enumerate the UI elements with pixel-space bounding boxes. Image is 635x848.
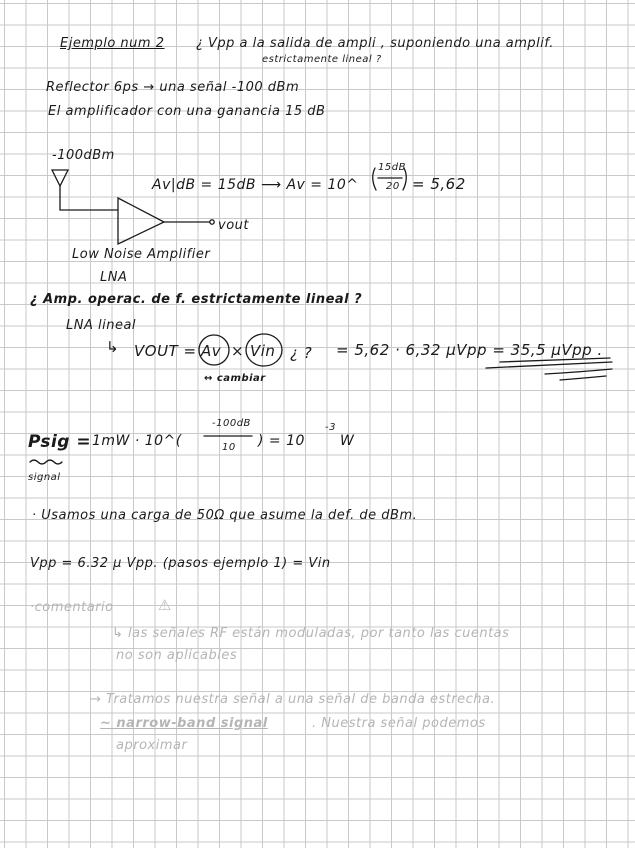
comment-line-4-underlined: ~ narrow-band signal bbox=[100, 716, 268, 731]
vout-label: VOUT = bbox=[134, 342, 197, 360]
question-suffix: ¿ ? bbox=[290, 344, 313, 362]
power-exponent: -3 bbox=[325, 422, 336, 433]
comments-heading: ·comentario bbox=[30, 600, 114, 615]
section-1-heading: ¿ Amp. operac. de f. estrictamente lineal ? bbox=[30, 292, 363, 307]
comment-line-1: ↳ las señales RF están moduladas, por tanto las cuentas bbox=[112, 626, 510, 641]
comment-line-5: aproximar bbox=[116, 738, 188, 753]
gain-exp-denominator: 20 bbox=[386, 181, 400, 192]
lna-linear-label: LNA lineal bbox=[66, 318, 137, 333]
power-frac-den: 10 bbox=[222, 442, 236, 453]
signal-label: signal bbox=[28, 472, 61, 483]
input-level-label: -100dBm bbox=[52, 148, 115, 163]
vpp-line: Vpp = 6.32 μ Vpp. (pasos ejemplo 1) = Vin bbox=[30, 556, 331, 571]
gain-result: = 5,62 bbox=[412, 175, 466, 193]
psig-lhs: Psig = bbox=[28, 432, 92, 452]
gain-exp-numerator: 15dB bbox=[378, 162, 406, 173]
section-1-result: = 5,62 · 6,32 μVpp = 35,5 μVpp . bbox=[336, 341, 603, 359]
amp-name: Low Noise Amplifier bbox=[72, 247, 211, 262]
amp-abbrev: LNA bbox=[100, 270, 128, 285]
question-line-2: estrictamente lineal ? bbox=[262, 54, 382, 65]
comment-line-3: → Tratamos nuestra señal a una señal de banda estrecha. bbox=[90, 692, 496, 707]
times-symbol: × bbox=[231, 342, 245, 360]
page-title: Ejemplo num 2 bbox=[60, 36, 165, 51]
comment-line-2: no son aplicables bbox=[116, 648, 238, 663]
warning-icon: ⚠ bbox=[158, 596, 172, 614]
given-line-1: Reflector 6ps → una señal -100 dBm bbox=[46, 80, 300, 95]
given-line-2: El amplificador con una ganancia 15 dB bbox=[48, 104, 326, 119]
arrow-glyph: ↳ bbox=[106, 338, 120, 356]
vin-symbol: Vin bbox=[250, 342, 276, 360]
question-line-1: ¿ Vpp a la salida de ampli , suponiendo una amplif. bbox=[196, 36, 554, 51]
cambiar-note: ↔ cambiar bbox=[204, 373, 266, 384]
gain-formula: Av|dB = 15dB ⟶ Av = 10^ bbox=[152, 177, 359, 193]
power-rhs-suffix: ) = 10 bbox=[258, 433, 305, 449]
av-symbol: Av bbox=[201, 342, 222, 360]
power-frac-num: -100dB bbox=[212, 418, 251, 429]
bullet-text: · Usamos una carga de 50Ω que asume la def. de dBm. bbox=[32, 508, 418, 523]
output-label: vout bbox=[218, 218, 249, 233]
comment-line-4-rest: . Nuestra señal podemos bbox=[312, 716, 486, 731]
power-unit: W bbox=[340, 433, 355, 449]
power-rhs-prefix: 1mW · 10^( bbox=[92, 433, 182, 449]
